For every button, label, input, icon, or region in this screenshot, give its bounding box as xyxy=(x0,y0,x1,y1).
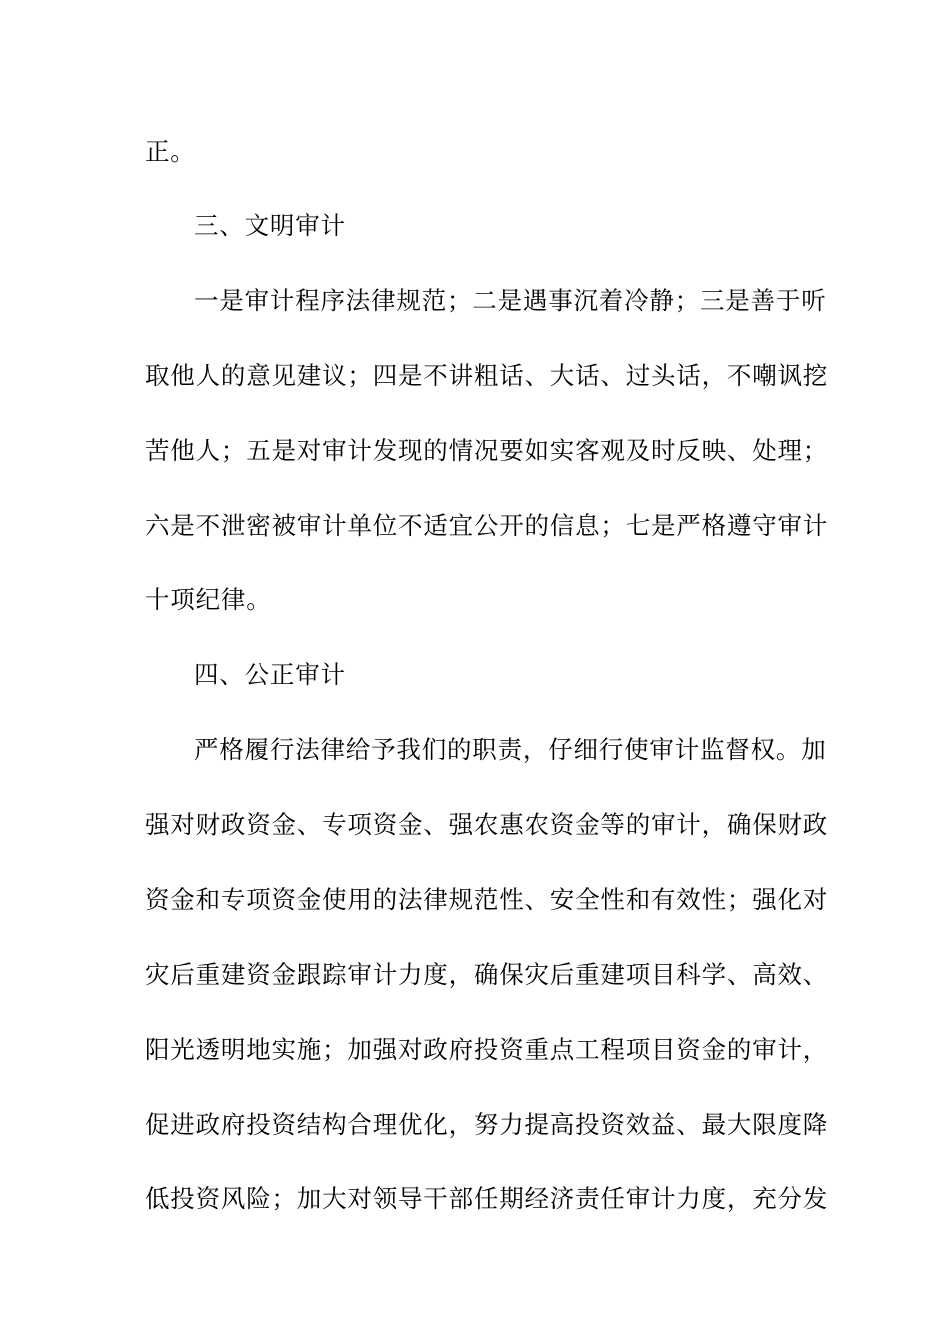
paragraph-line: 阳光透明地实施；加强对政府投资重点工程项目资金的审计， xyxy=(145,1035,829,1064)
paragraph-line: 严格履行法律给予我们的职责，仔细行使审计监督权。加 xyxy=(194,735,827,764)
paragraph-line: 强对财政资金、专项资金、强农惠农资金等的审计，确保财政 xyxy=(145,810,829,839)
paragraph-line: 取他人的意见建议；四是不讲粗话、大话、过头话，不嘲讽挖 xyxy=(145,361,829,390)
section-heading: 四、公正审计 xyxy=(194,660,346,689)
section-heading: 三、文明审计 xyxy=(194,211,346,240)
paragraph-line: 灾后重建资金跟踪审计力度，确保灾后重建项目科学、高效、 xyxy=(145,960,829,989)
paragraph-line: 正。 xyxy=(145,137,196,166)
paragraph-line: 一是审计程序法律规范；二是遇事沉着冷静；三是善于听 xyxy=(194,286,827,315)
paragraph-line: 十项纪律。 xyxy=(145,585,272,614)
paragraph-line: 资金和专项资金使用的法律规范性、安全性和有效性；强化对 xyxy=(145,885,829,914)
paragraph-line: 苦他人；五是对审计发现的情况要如实客观及时反映、处理； xyxy=(145,436,829,465)
paragraph-line: 低投资风险；加大对领导干部任期经济责任审计力度，充分发 xyxy=(145,1184,829,1213)
paragraph-line: 促进政府投资结构合理优化，努力提高投资效益、最大限度降 xyxy=(145,1110,829,1139)
paragraph-line: 六是不泄密被审计单位不适宜公开的信息；七是严格遵守审计 xyxy=(145,511,829,540)
